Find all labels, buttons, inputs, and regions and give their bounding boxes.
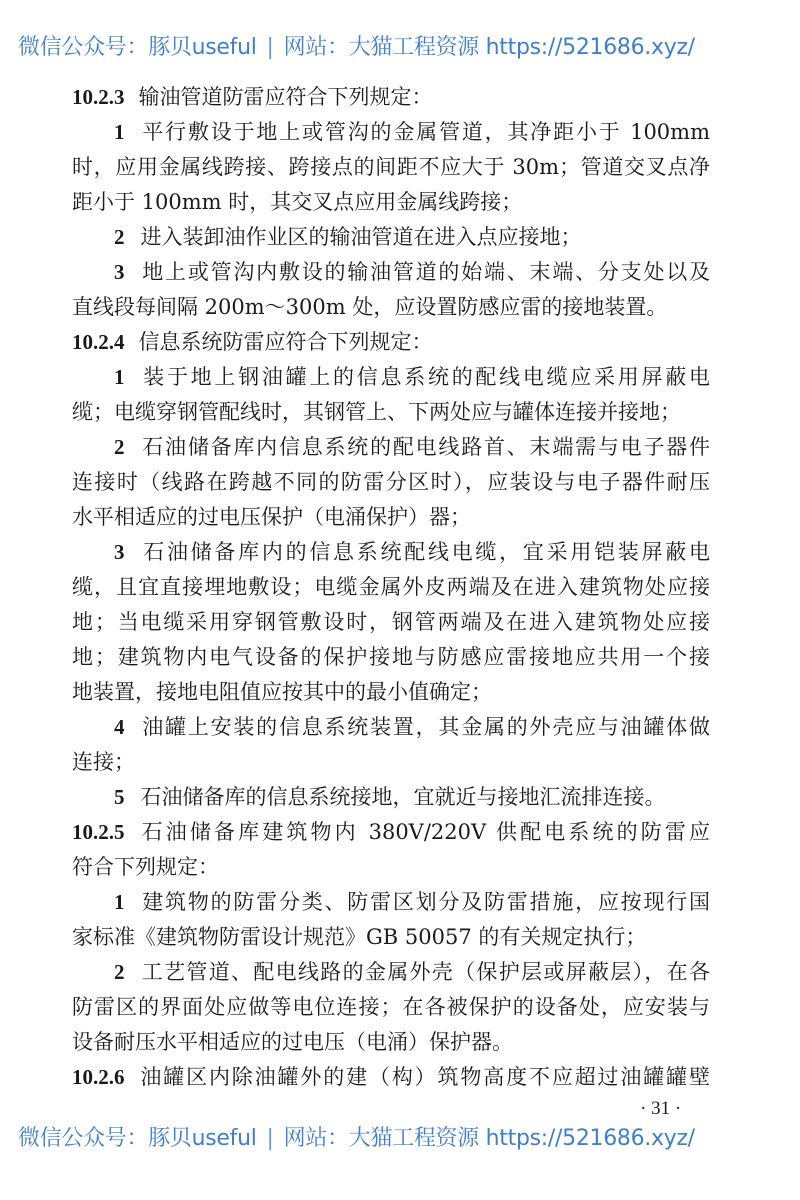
line-text: 工艺管道、配电线路的金属外壳（保护层或屏蔽层），在各 [140, 960, 710, 984]
watermark-website: 网站：大猫工程资源 https://521686.xyz/ [283, 35, 695, 60]
line-text: 输油管道防雷应符合下列规定： [138, 85, 433, 109]
text-line [72, 150, 710, 185]
item-number: 2 [114, 225, 125, 249]
text-line [72, 745, 710, 780]
line-text: 直线段每间隔 200m～300m 处，应设置防感应雷的接地装置。 [72, 295, 668, 319]
text-line [72, 675, 710, 710]
line-text: 水平相适应的过电压保护（电涌保护）器； [72, 505, 471, 529]
list-item-line [72, 955, 710, 990]
line-text: 时，应用金属线跨接、跨接点的间距不应大于 30m；管道交叉点净 [72, 155, 710, 179]
list-item-line [72, 255, 710, 290]
clause-heading-line [72, 325, 710, 360]
clause-number: 10.2.4 [72, 330, 125, 354]
watermark-bottom [18, 1121, 782, 1152]
line-text: 连接； [72, 750, 135, 774]
clause-number: 10.2.6 [72, 1065, 125, 1089]
text-line [72, 290, 710, 325]
line-text: 防雷区的界面处应做等电位连接；在各被保护的设备处，应安装与 [72, 995, 710, 1019]
line-text: 距小于 100mm 时，其交叉点应用金属线跨接； [72, 190, 523, 214]
line-text: 缆；电缆穿钢管配线时，其钢管上、下两处应与罐体连接并接地； [72, 400, 681, 424]
list-item-line [72, 115, 710, 150]
watermark-wechat: 微信公众号：豚贝useful [18, 1126, 257, 1151]
line-text: 油罐上安装的信息系统装置，其金属的外壳应与油罐体做 [140, 715, 710, 739]
text-line [72, 1025, 710, 1060]
line-text: 设备耐压水平相适应的过电压（电涌）保护器。 [72, 1030, 513, 1054]
item-number: 1 [114, 365, 125, 389]
watermark-wechat: 微信公众号：豚贝useful [18, 35, 257, 60]
list-item-line [72, 430, 710, 465]
item-number: 1 [114, 120, 125, 144]
text-line [72, 570, 710, 605]
list-item-line [72, 780, 710, 815]
line-text: 平行敷设于地上或管沟的金属管道，其净距小于 100mm [140, 120, 710, 144]
text-line [72, 605, 710, 640]
text-line [72, 990, 710, 1025]
item-number: 1 [114, 890, 125, 914]
page-number: · 31 · [640, 1098, 682, 1119]
line-text: 连接时（线路在跨越不同的防雷分区时），应装设与电子器件耐压 [72, 470, 710, 494]
line-text: 地；当电缆采用穿钢管敷设时，钢管两端及在进入建筑物处应接 [72, 610, 710, 634]
line-text: 信息系统防雷应符合下列规定： [138, 330, 433, 354]
line-text: 装于地上钢油罐上的信息系统的配线电缆应采用屏蔽电 [140, 365, 710, 389]
line-text: 地装置，接地电阻值应按其中的最小值确定； [72, 680, 492, 704]
item-number: 3 [114, 260, 125, 284]
line-text: 符合下列规定： [72, 855, 219, 879]
line-text: 油罐区内除油罐外的建（构）筑物高度不应超过油罐罐壁 [138, 1065, 710, 1089]
text-line [72, 185, 710, 220]
item-number: 2 [114, 960, 125, 984]
list-item-line [72, 360, 710, 395]
watermark-separator: | [266, 35, 274, 60]
line-text: 石油储备库内的信息系统配线电缆，宜采用铠装屏蔽电 [140, 540, 710, 564]
clause-number: 10.2.3 [72, 85, 125, 109]
text-line [72, 850, 710, 885]
line-text: 地；建筑物内电气设备的保护接地与防感应雷接地应共用一个接 [72, 645, 710, 669]
item-number: 5 [114, 785, 125, 809]
list-item-line [72, 710, 710, 745]
item-number: 4 [114, 715, 125, 739]
line-text: 石油储备库建筑物内 380V/220V 供配电系统的防雷应 [138, 820, 710, 844]
line-text: 进入装卸油作业区的输油管道在进入点应接地； [140, 225, 582, 249]
line-text: 建筑物的防雷分类、防雷区划分及防雷措施，应按现行国 [140, 890, 710, 914]
line-text: 石油储备库内信息系统的配电线路首、末端需与电子器件 [140, 435, 710, 459]
clause-number: 10.2.5 [72, 820, 125, 844]
text-line [72, 395, 710, 430]
clause-heading-line [72, 80, 710, 115]
list-item-line [72, 885, 710, 920]
line-text: 家标准《建筑物防雷设计规范》GB 50057 的有关规定执行； [72, 925, 647, 949]
line-text: 石油储备库的信息系统接地，宜就近与接地汇流排连接。 [140, 785, 666, 809]
text-line [72, 500, 710, 535]
list-item-line [72, 220, 710, 255]
list-item-line [72, 535, 710, 570]
clause-heading-line [72, 1060, 710, 1095]
line-text: 地上或管沟内敷设的输油管道的始端、末端、分支处以及 [140, 260, 710, 284]
watermark-separator: | [266, 1126, 274, 1151]
text-line [72, 920, 710, 955]
text-line [72, 465, 710, 500]
clause-heading-line [72, 815, 710, 850]
text-line [72, 640, 710, 675]
document-body [72, 80, 710, 1095]
watermark-top [18, 30, 782, 61]
line-text: 缆，且宜直接埋地敷设；电缆金属外皮两端及在进入建筑物处应接 [72, 575, 710, 599]
item-number: 2 [114, 435, 125, 459]
item-number: 3 [114, 540, 125, 564]
watermark-website: 网站：大猫工程资源 https://521686.xyz/ [283, 1126, 695, 1151]
